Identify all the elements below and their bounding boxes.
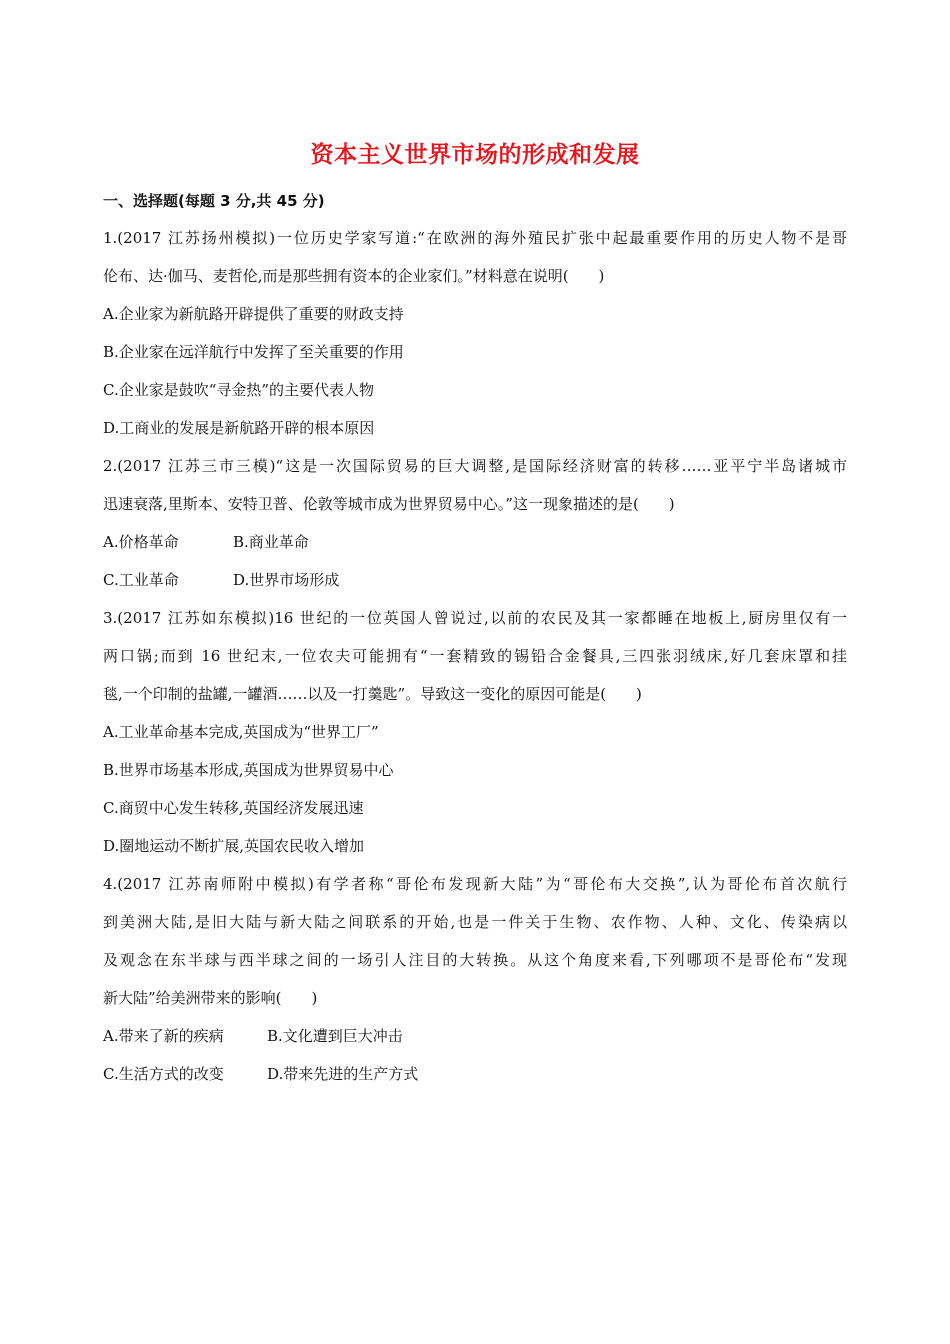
option-a: A.企业家为新航路开辟提供了重要的财政支持 — [103, 305, 404, 323]
option-a: A.带来了新的疾病 — [103, 1027, 224, 1045]
option-b: B.企业家在远洋航行中发挥了至关重要的作用 — [103, 343, 404, 361]
option-d: D.圈地运动不断扩展,英国农民收入增加 — [103, 837, 365, 855]
option-row — [103, 561, 847, 599]
question-stem-line: 3.(2017 江苏如东模拟)16 世纪的一位英国人曾说过,以前的农民及其一家都睡在地板上,厨房里仅有一 — [103, 609, 847, 627]
question-stem-line: 两口锅;而到 16 世纪末,一位农夫可能拥有“一套精致的锡铅合金餐具,三四张羽绒床,好几套床罩和挂 — [103, 647, 847, 665]
question-2 — [103, 447, 847, 599]
question-stem-line: 迅速衰落,里斯本、安特卫普、伦敦等城市成为世界贸易中心。”这一现象描述的是( ) — [103, 495, 675, 513]
option-c: C.商贸中心发生转移,英国经济发展迅速 — [103, 799, 364, 817]
section-heading: 一、选择题(每题 3 分,共 45 分) — [103, 192, 325, 210]
question-stem-line: 伦布、达·伽马、麦哲伦,而是那些拥有资本的企业家们。”材料意在说明( ) — [103, 267, 605, 285]
option-c: C.企业家是鼓吹“寻金热”的主要代表人物 — [103, 381, 375, 399]
question-stem-line: 到美洲大陆,是旧大陆与新大陆之间联系的开始,也是一件关于生物、农作物、人种、文化、传染病以 — [103, 913, 847, 931]
option-row — [103, 523, 847, 561]
question-stem-line: 2.(2017 江苏三市三模)“这是一次国际贸易的巨大调整,是国际经济财富的转移……亚平宁半岛诸城市 — [103, 457, 847, 475]
question-stem-line: 及观念在东半球与西半球之间的一场引人注目的大转换。从这个角度来看,下列哪项不是哥伦布“发现 — [103, 951, 847, 969]
question-stem-line: 毯,一个印制的盐罐,一罐酒……以及一打羹匙”。导致这一变化的原因可能是( ) — [103, 685, 642, 703]
option-c: C.生活方式的改变 — [103, 1065, 224, 1083]
document-body — [103, 183, 847, 1093]
question-stem-line: 4.(2017 江苏南师附中模拟)有学者称“哥伦布发现新大陆”为“哥伦布大交换”,认为哥伦布首次航行 — [103, 875, 847, 893]
option-d: D.带来先进的生产方式 — [267, 1065, 419, 1083]
option-c: C.工业革命 — [103, 571, 179, 589]
option-row — [103, 1055, 847, 1093]
option-d: D.世界市场形成 — [233, 571, 340, 589]
question-1 — [103, 219, 847, 447]
option-b: B.文化遭到巨大冲击 — [267, 1027, 403, 1045]
question-stem-line: 1.(2017 江苏扬州模拟)一位历史学家写道:“在欧洲的海外殖民扩张中起最重要作用的历史人物不是哥 — [103, 229, 847, 247]
option-a: A.工业革命基本完成,英国成为“世界工厂” — [103, 723, 379, 741]
page-title: 资本主义世界市场的形成和发展 — [310, 142, 640, 168]
option-a: A.价格革命 — [103, 533, 179, 551]
option-row — [103, 1017, 847, 1055]
question-stem-line: 新大陆”给美洲带来的影响( ) — [103, 989, 318, 1007]
option-b: B.世界市场基本形成,英国成为世界贸易中心 — [103, 761, 394, 779]
option-b: B.商业革命 — [233, 533, 309, 551]
question-4 — [103, 865, 847, 1093]
option-d: D.工商业的发展是新航路开辟的根本原因 — [103, 419, 375, 437]
question-3 — [103, 599, 847, 865]
